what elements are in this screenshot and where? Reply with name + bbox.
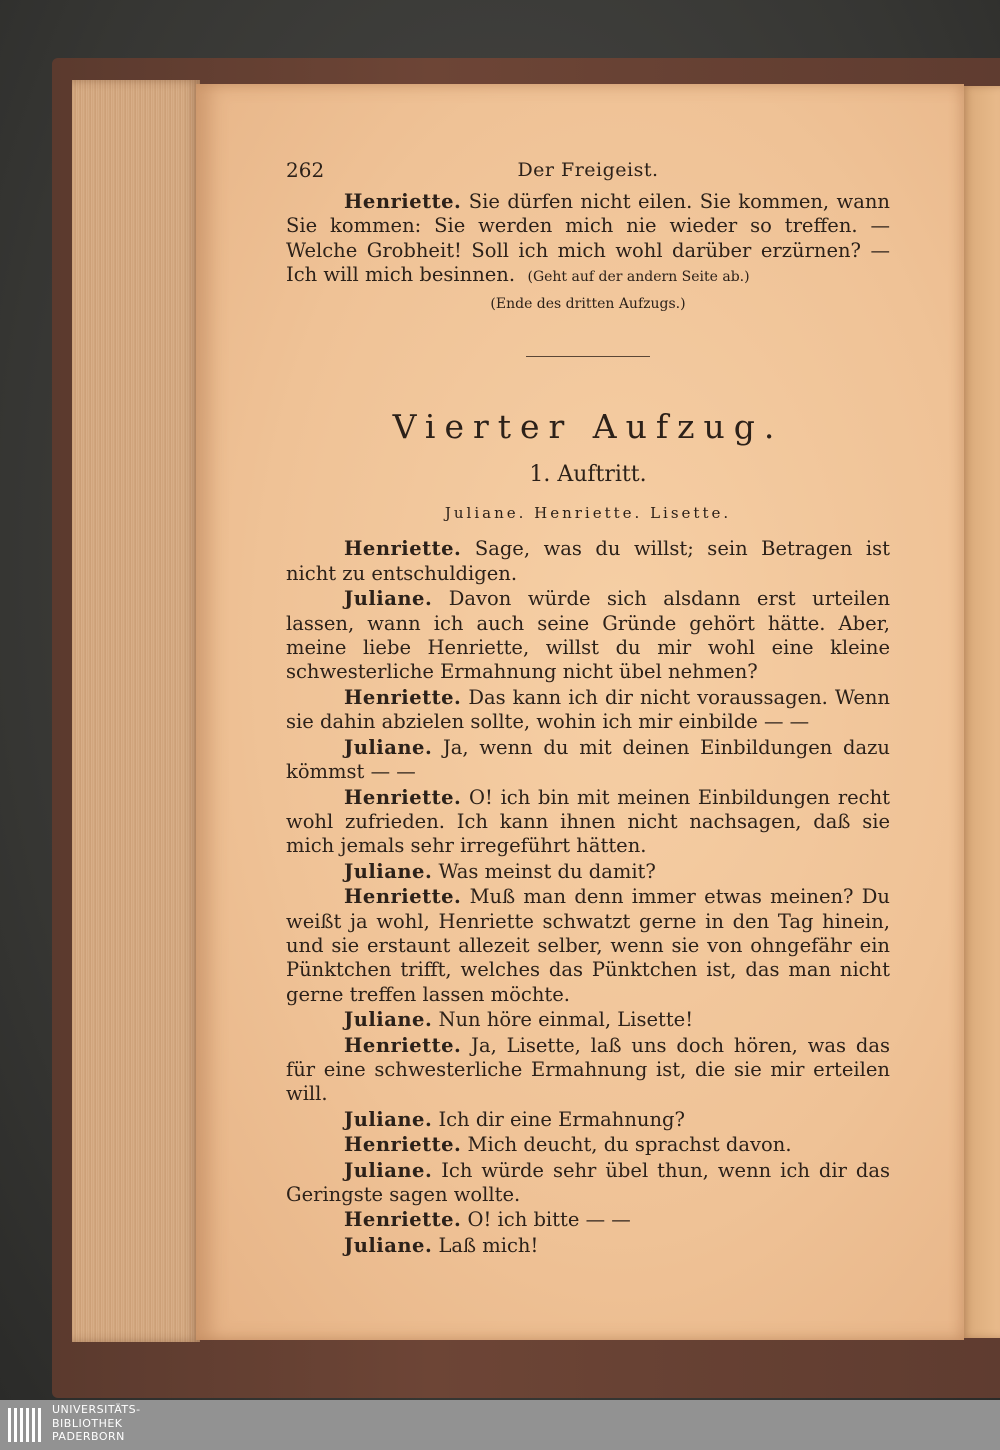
speaker-name: Henriette. xyxy=(344,1208,462,1232)
speech-text: Mich deucht, du sprachst davon. xyxy=(467,1133,792,1157)
speech-text: Was meinst du damit? xyxy=(438,859,656,883)
dialogue-paragraph xyxy=(286,1108,890,1132)
dialogue-paragraph xyxy=(286,860,890,884)
speech-text: O! ich bin mit meinen Einbildungen recht wohl zufrieden. Ich kann ihnen nicht nachsagen, daß sie mich jemals sehr irregeführt hätten. xyxy=(286,785,890,858)
running-head xyxy=(286,150,890,190)
speaker-name: Henriette. xyxy=(344,190,462,213)
dialogue-paragraph xyxy=(286,1133,890,1157)
library-name-line: UNIVERSITÄTS- xyxy=(52,1403,141,1416)
speech-text: Muß man denn immer etwas meinen? Du weißt ja wohl, Henriette schwatzt gerne in den Tag hinein, und sie erstaunt allezeit selber, wenn sie von ohngefähr ein Pünktchen trifft, welches das Pünktchen ist, das man nicht gerne treffen lassen möchte. xyxy=(286,885,890,1006)
speech-text: Laß mich! xyxy=(438,1233,539,1257)
speech-text: Nun höre einmal, Lisette! xyxy=(438,1008,694,1032)
dialogue-paragraph xyxy=(286,587,890,685)
speaker-name: Henriette. xyxy=(344,1133,462,1157)
top-paragraph xyxy=(286,190,890,290)
running-title: Der Freigeist. xyxy=(517,159,659,181)
dialogue-paragraph xyxy=(286,686,890,735)
speaker-name: Henriette. xyxy=(344,1033,462,1057)
dialogue-paragraph xyxy=(286,736,890,785)
speaker-name: Juliane. xyxy=(344,735,433,759)
speech-text: Ich dir eine Ermahnung? xyxy=(438,1107,685,1131)
speaker-name: Juliane. xyxy=(344,1233,433,1257)
speech-text: Sage, was du willst; sein Betragen ist nicht zu entschuldigen. xyxy=(286,537,891,585)
speech-text: Ja, Lisette, laß uns doch hören, was das für eine schwesterliche Ermahnung ist, die sie mir erteilen will. xyxy=(286,1033,890,1106)
library-footer xyxy=(0,1400,1000,1450)
speaker-name: Juliane. xyxy=(344,1158,433,1182)
library-logo-icon xyxy=(6,1404,46,1446)
speech-text: Ja, wenn du mit deinen Einbildungen dazu kömmst — — xyxy=(286,735,890,784)
page-edges xyxy=(72,80,200,1342)
library-name-line: BIBLIOTHEK xyxy=(52,1416,123,1430)
speaker-name: Juliane. xyxy=(344,1107,433,1131)
speech-text: Sie dürfen nicht eilen. Sie kommen, wann Sie kommen: Sie werden mich nie wieder so treffen. — Welche Grobheit! Soll ich mich wohl darüber erzürnen? — Ich will mich besinnen. xyxy=(286,190,890,287)
facing-page-edge xyxy=(960,86,1000,1338)
scene-title: 1. Auftritt. xyxy=(529,462,647,488)
speaker-name: Henriette. xyxy=(344,885,462,909)
dialogue-paragraph xyxy=(286,885,890,1007)
speech-text: Ich würde sehr übel thun, wenn ich dir das Geringste sagen wollte. xyxy=(286,1158,890,1206)
persons-line: Juliane. Henriette. Lisette. xyxy=(444,504,732,523)
act-title: Vierter Aufzug. xyxy=(392,407,784,447)
dialogue-paragraph xyxy=(286,786,890,859)
dialogue-paragraph xyxy=(286,1008,890,1032)
dialogue-paragraph xyxy=(286,1208,890,1232)
dialogue xyxy=(286,537,890,1258)
library-name-line: PADERBORN xyxy=(52,1430,125,1443)
dialogue-paragraph xyxy=(286,537,890,586)
speech-text: Davon würde sich alsdann erst urteilen lassen, wann ich auch seine Gründe gehört hätte. Aber, meine liebe Henriette, willst du mir wohl eine kleine schwesterliche Ermahnung nicht übel nehmen? xyxy=(286,587,891,684)
speech-text: O! ich bitte — — xyxy=(467,1208,631,1232)
dialogue-paragraph xyxy=(286,1034,890,1107)
library-name xyxy=(52,1403,141,1444)
dialogue-paragraph xyxy=(286,1159,890,1208)
speech-text: Das kann ich dir nicht voraussagen. Wenn sie dahin abzielen sollte, wohin ich mir einbilde — — xyxy=(286,685,890,734)
section-divider xyxy=(526,356,650,357)
stage-direction: (Geht auf der andern Seite ab.) xyxy=(527,269,750,286)
page-number: 262 xyxy=(286,158,325,182)
speaker-name: Juliane. xyxy=(344,1008,433,1032)
speaker-name: Henriette. xyxy=(344,685,462,709)
speaker-name: Henriette. xyxy=(344,785,462,809)
act-end-note: (Ende des dritten Aufzugs.) xyxy=(490,295,686,312)
dialogue-paragraph xyxy=(286,1234,890,1258)
page-text xyxy=(286,150,890,1258)
speaker-name: Juliane. xyxy=(344,859,433,883)
speaker-name: Juliane. xyxy=(344,587,433,611)
speaker-name: Henriette. xyxy=(344,537,462,561)
